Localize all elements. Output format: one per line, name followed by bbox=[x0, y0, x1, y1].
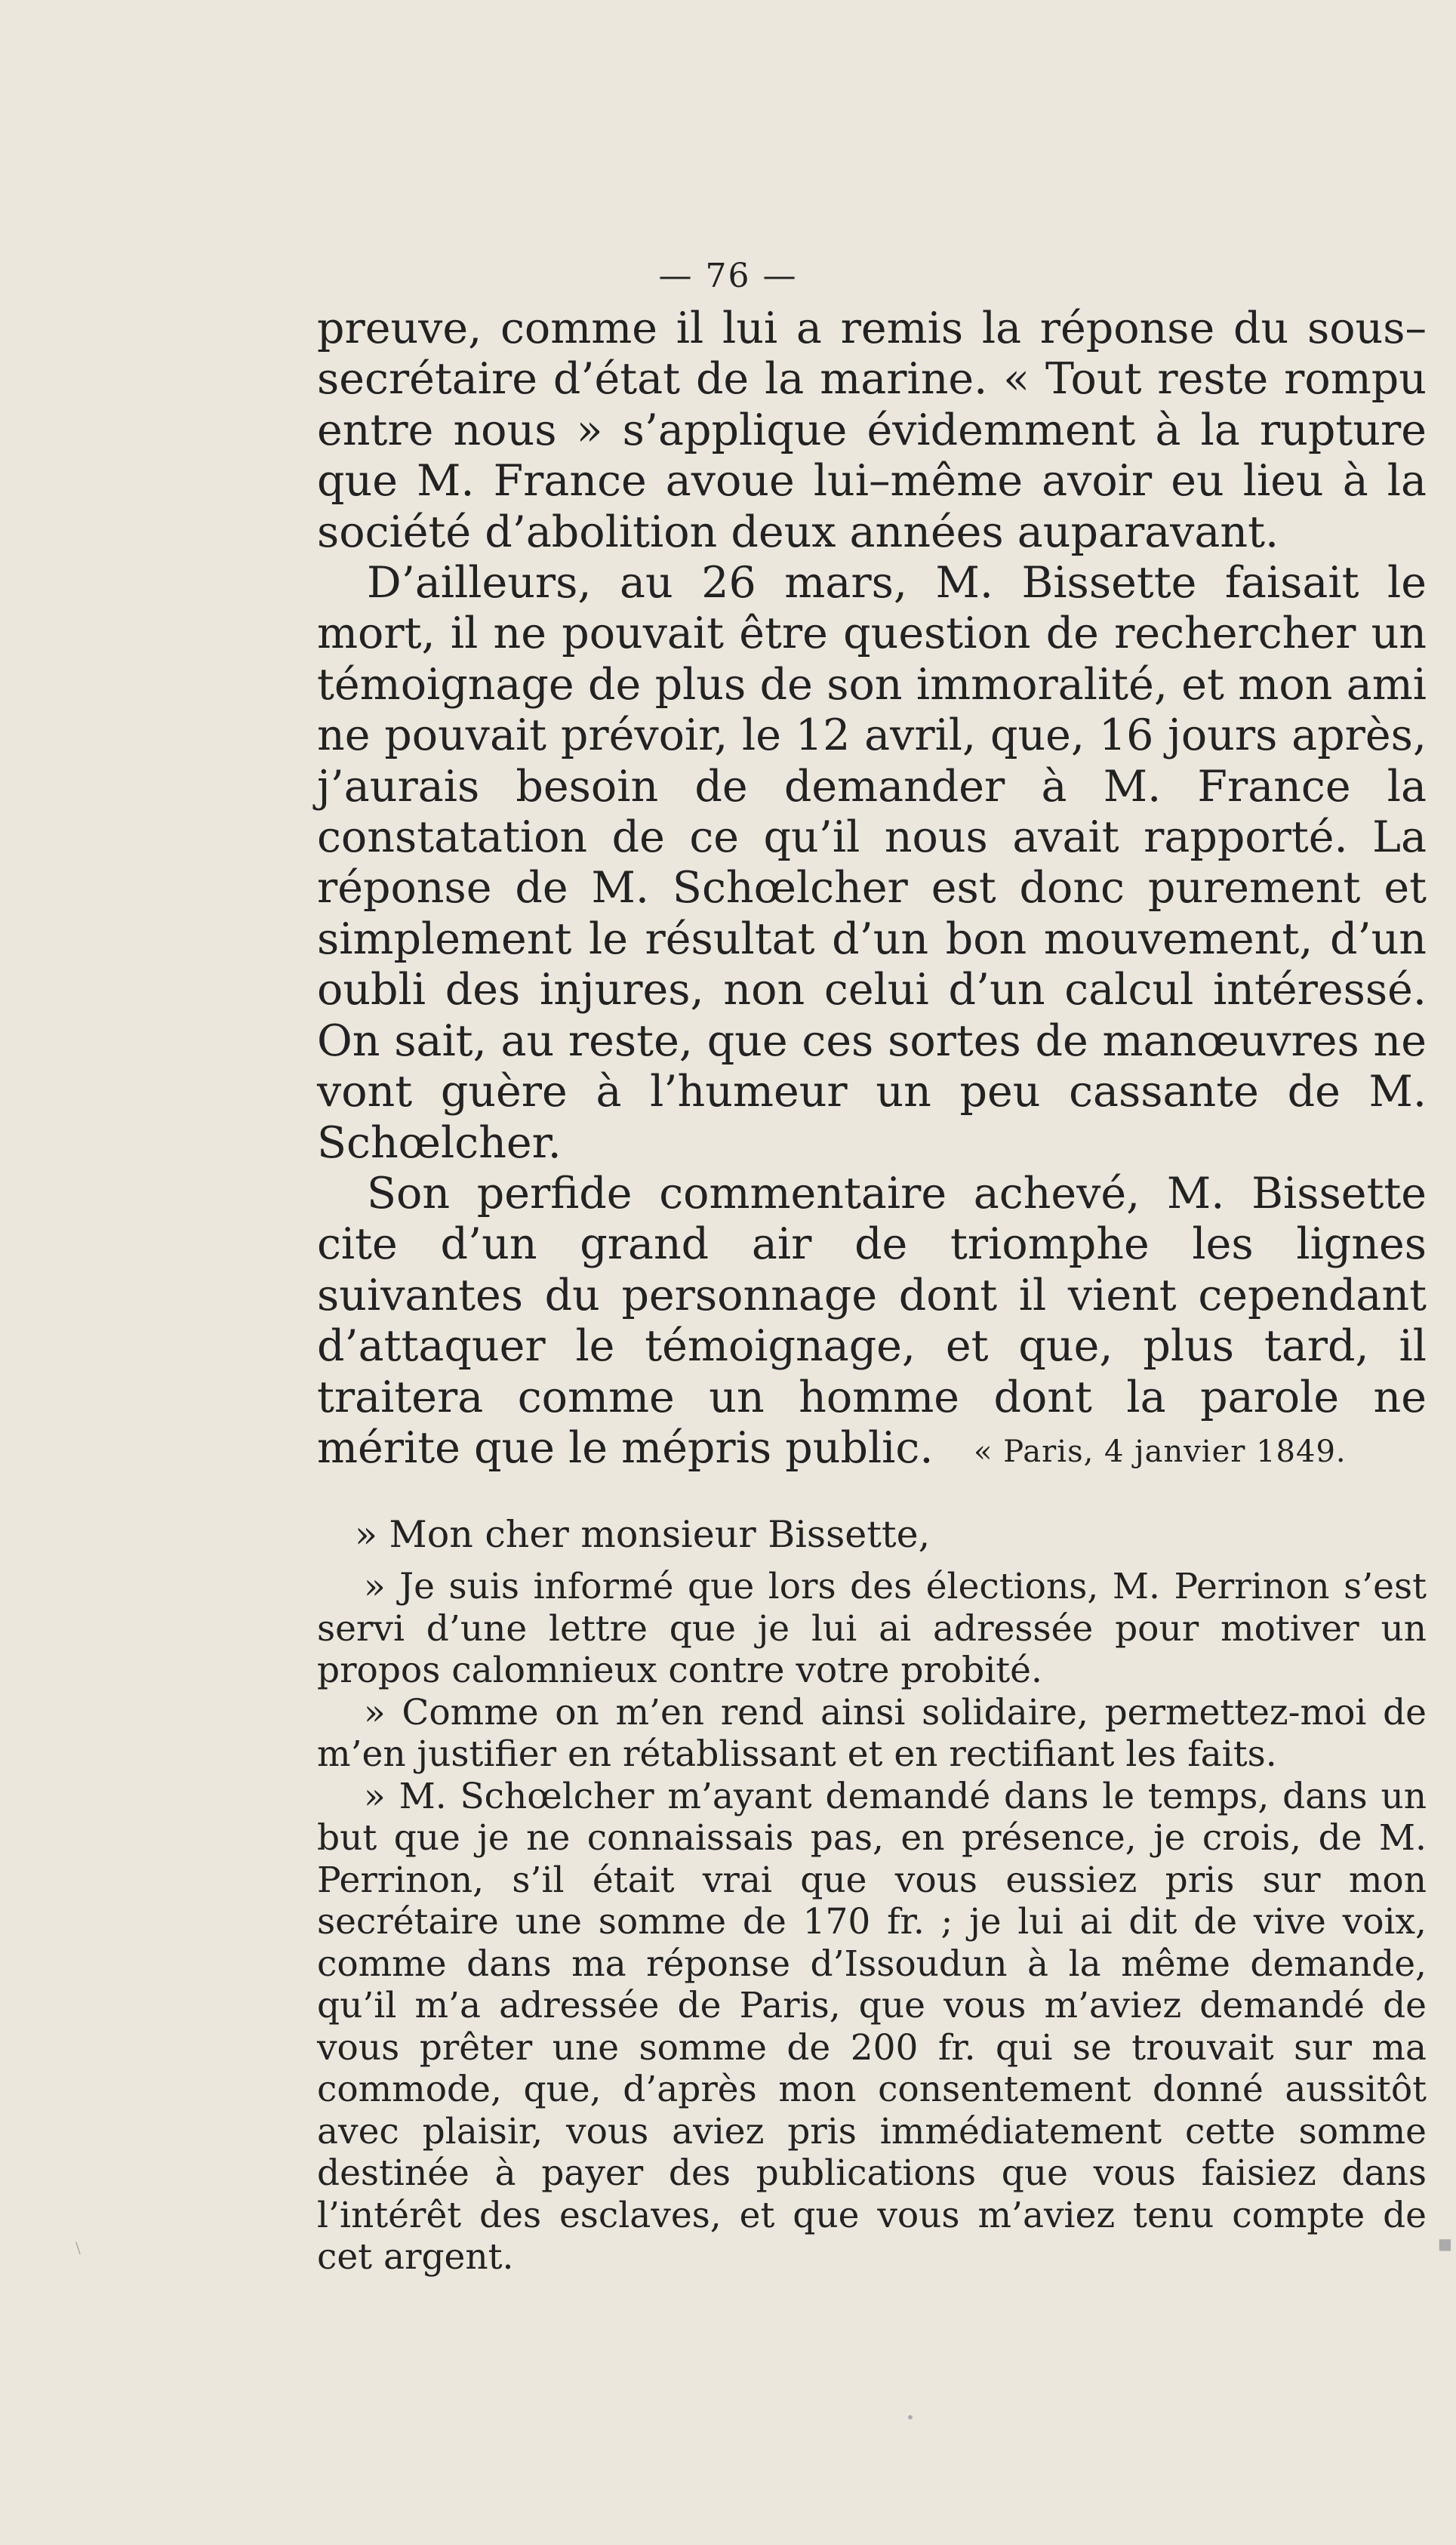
paper-speck: \ bbox=[75, 2238, 81, 2257]
body-paragraph-1: preuve, comme il lui a remis la réponse du sous–secrétaire d’état de la marine. « Tout reste rompu entre nous » s’applique évidemment à la rupture que M. France avoue lui–même avoir eu lieu à la société d’abolition deux années auparavant. bbox=[317, 303, 1427, 557]
paper-speck: ■ bbox=[1438, 2235, 1452, 2253]
letter-paragraph-3: » M. Schœlcher m’ayant demandé dans le temps, dans un but que je ne connaissais pas, en présence, je crois, de M. Perrinon, s’il était vrai que vous eussiez pris sur mon secrétaire une somme de 170 fr. ; je lui ai dit de vive voix, comme dans ma réponse d’Issoudun à la même demande, qu’il m’a adressée de Paris, que vous m’aviez demandé de vous prêter une somme de 200 fr. qui se trouvait sur ma commode, que, d’après mon consentement donné aussitôt avec plaisir, vous aviez pris immédiatement cette somme destinée à payer des publications que vous faisiez dans l’intérêt des esclaves, et que vous m’aviez tenu compte de cet argent. bbox=[317, 1775, 1427, 2278]
letter-dateline: « Paris, 4 janvier 1849. bbox=[974, 1434, 1347, 1469]
letter-salutation: » Mon cher monsieur Bissette, bbox=[355, 1513, 931, 1556]
letter-paragraph-1: » Je suis informé que lors des élections, M. Perrinon s’est servi d’une lettre que je lui ai adressée pour motiver un propos calomnieux contre votre probité. bbox=[317, 1566, 1427, 1691]
body-paragraph-2: D’ailleurs, au 26 mars, M. Bissette faisait le mort, il ne pouvait être question de rechercher un témoignage de plus de son immoralité, et mon ami ne pouvait prévoir, le 12 avril, que, 16 jours après, j’aurais besoin de demander à M. France la constatation de ce qu’il nous avait rapporté. La réponse de M. Schœlcher est donc purement et simplement le résultat d’un bon mouvement, d’un oubli des injures, non celui d’un calcul intéressé. On sait, au reste, que ces sortes de manœuvres ne vont guère à l’humeur un peu cassante de M. Schœlcher. bbox=[317, 558, 1427, 1168]
main-text bbox=[317, 303, 1427, 1474]
paper-speck: • bbox=[906, 2408, 915, 2426]
body-paragraph-3: Son perfide commentaire achevé, M. Bissette cite d’un grand air de triomphe les lignes suivantes du personnage dont il vient cependant d’attaquer le témoignage, et que, plus tard, il traitera comme un homme dont la parole ne mérite que le mépris public. bbox=[317, 1168, 1427, 1473]
letter-body bbox=[317, 1566, 1427, 2278]
letter-paragraph-2: » Comme on m’en rend ainsi solidaire, permettez-moi de m’en justifier en rétablissant et en rectifiant les faits. bbox=[317, 1691, 1427, 1775]
page-number: — 76 — bbox=[658, 257, 798, 295]
